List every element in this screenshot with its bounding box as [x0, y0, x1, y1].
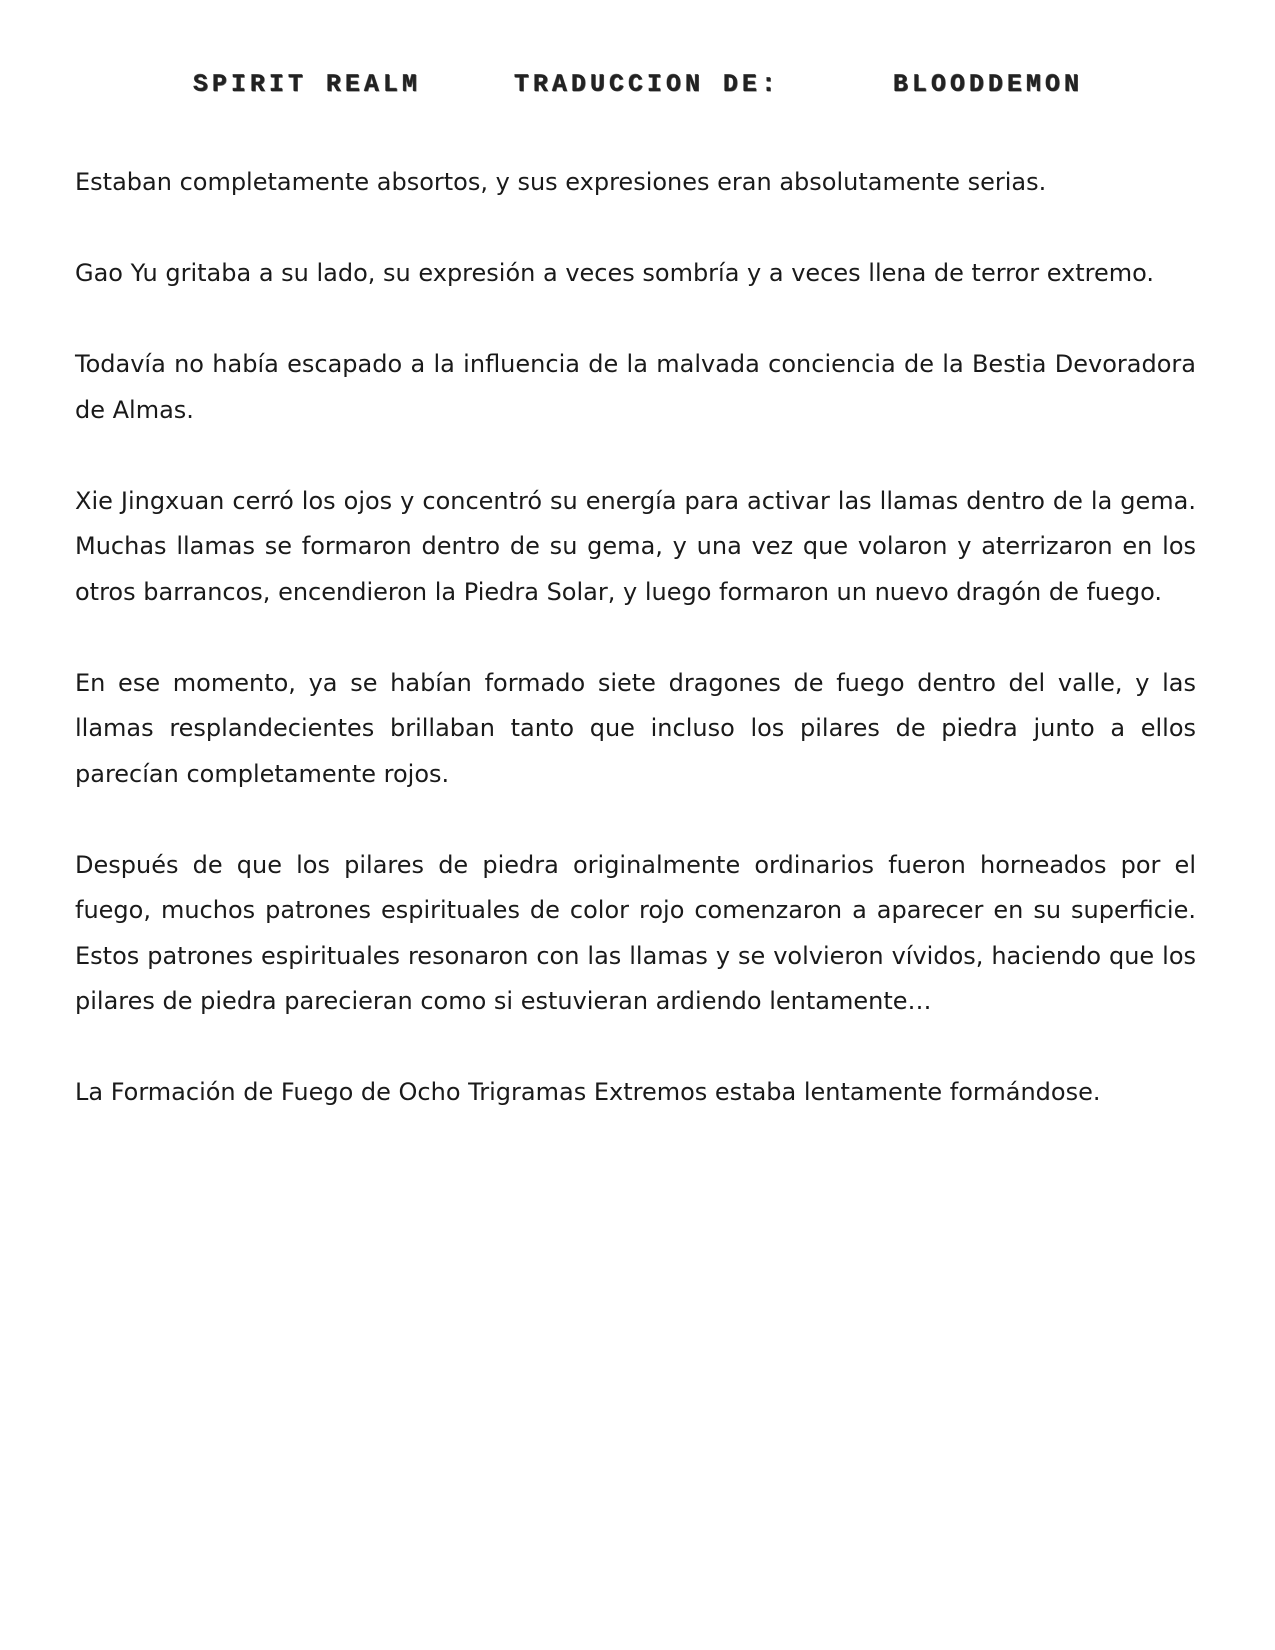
paragraph-1: Estaban completamente absortos, y sus expresiones eran absolutamente serias.	[75, 168, 1047, 196]
paragraph-6: Después de que los pilares de piedra originalmente ordinarios fueron horneados por el fuego, muchos patrones espirituales de color rojo comenzaron a aparecer en su superficie. Estos patrones espirituales resonaron con las llamas y se volvieron vívidos, haciendo que los pilares de piedra parecieran como si estuvieran ardiendo lentamente…	[75, 850, 1196, 1015]
paragraph-4: Xie Jingxuan cerró los ojos y concentró su energía para activar las llamas dentro de la gema. Muchas llamas se formaron dentro de su gema, y una vez que volaron y aterrizaron en los otros barrancos, encendieron la Piedra Solar, y luego formaron un nuevo dragón de fuego.	[75, 486, 1196, 606]
document-body	[75, 160, 1196, 1161]
header-translator-name: BLOODDEMON	[893, 70, 1084, 99]
header-translation-label: TRADUCCION DE:	[514, 70, 781, 99]
page-header	[0, 70, 1275, 110]
paragraph-7: La Formación de Fuego de Ocho Trigramas Extremos estaba lentamente formándose.	[75, 1078, 1101, 1106]
paragraph-5: En ese momento, ya se habían formado siete dragones de fuego dentro del valle, y las llamas resplandecientes brillaban tanto que incluso los pilares de piedra junto a ellos parecían completamente rojos.	[75, 668, 1196, 788]
paragraph-3: Todavía no había escapado a la influencia de la malvada conciencia de la Bestia Devoradora de Almas.	[75, 350, 1196, 424]
paragraph-2: Gao Yu gritaba a su lado, su expresión a veces sombría y a veces llena de terror extremo.	[75, 259, 1155, 287]
header-series-title: SPIRIT REALM	[193, 70, 422, 99]
